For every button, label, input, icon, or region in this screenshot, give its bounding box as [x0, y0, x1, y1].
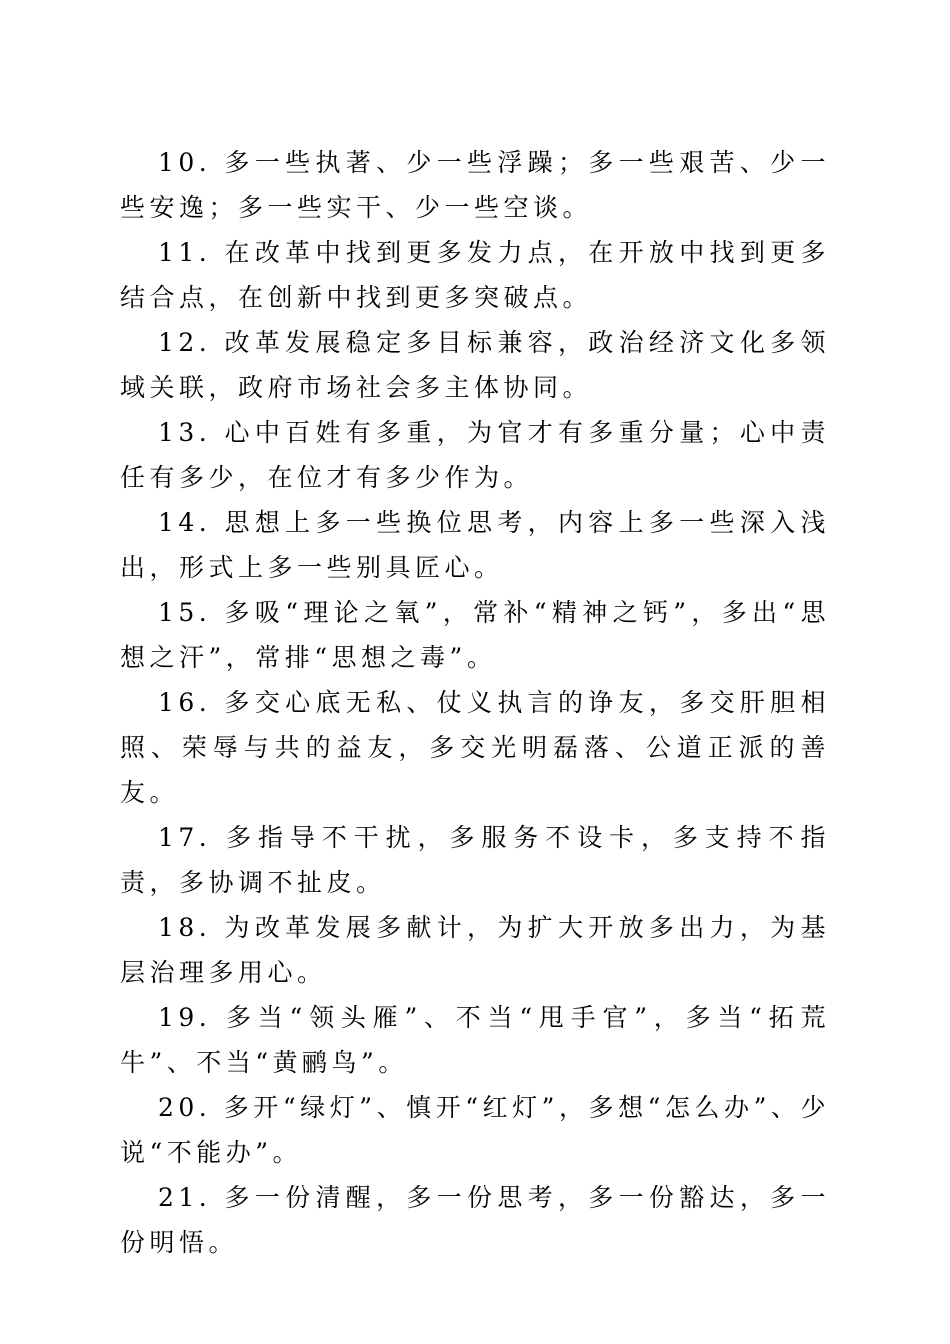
list-item-17: 17. 多指导不干扰，多服务不设卡，多支持不指责，多协调不扯皮。	[120, 823, 830, 897]
list-item-15: 15. 多吸“理论之氧”，常补“精神之钙”，多出“思想之汗”，常排“思想之毒”。	[120, 598, 830, 672]
list-item-21: 21. 多一份清醒，多一份思考，多一份豁达，多一份明悟。	[120, 1183, 830, 1257]
list-item-19: 19. 多当“领头雁”、不当“甩手官”，多当“拓荒牛”、不当“黄鹂鸟”。	[120, 1003, 830, 1077]
list-item-20: 20. 多开“绿灯”、慎开“红灯”，多想“怎么办”、少说“不能办”。	[120, 1093, 830, 1167]
list-item-13: 13. 心中百姓有多重，为官才有多重分量；心中责任有多少，在位才有多少作为。	[120, 418, 830, 492]
list-item-14: 14. 思想上多一些换位思考，内容上多一些深入浅出，形式上多一些别具匠心。	[120, 508, 830, 582]
list-item-16: 16. 多交心底无私、仗义执言的诤友，多交肝胆相照、荣辱与共的益友，多交光明磊落、公道正派的善友。	[120, 688, 830, 807]
document-body	[120, 140, 830, 1265]
list-item-12: 12. 改革发展稳定多目标兼容，政治经济文化多领域关联，政府市场社会多主体协同。	[120, 328, 830, 402]
list-item-11: 11. 在改革中找到更多发力点，在开放中找到更多结合点，在创新中找到更多突破点。	[120, 238, 830, 312]
list-item-10: 10. 多一些执著、少一些浮躁；多一些艰苦、少一些安逸；多一些实干、少一些空谈。	[120, 148, 830, 222]
list-item-18: 18. 为改革发展多献计，为扩大开放多出力，为基层治理多用心。	[120, 913, 830, 987]
